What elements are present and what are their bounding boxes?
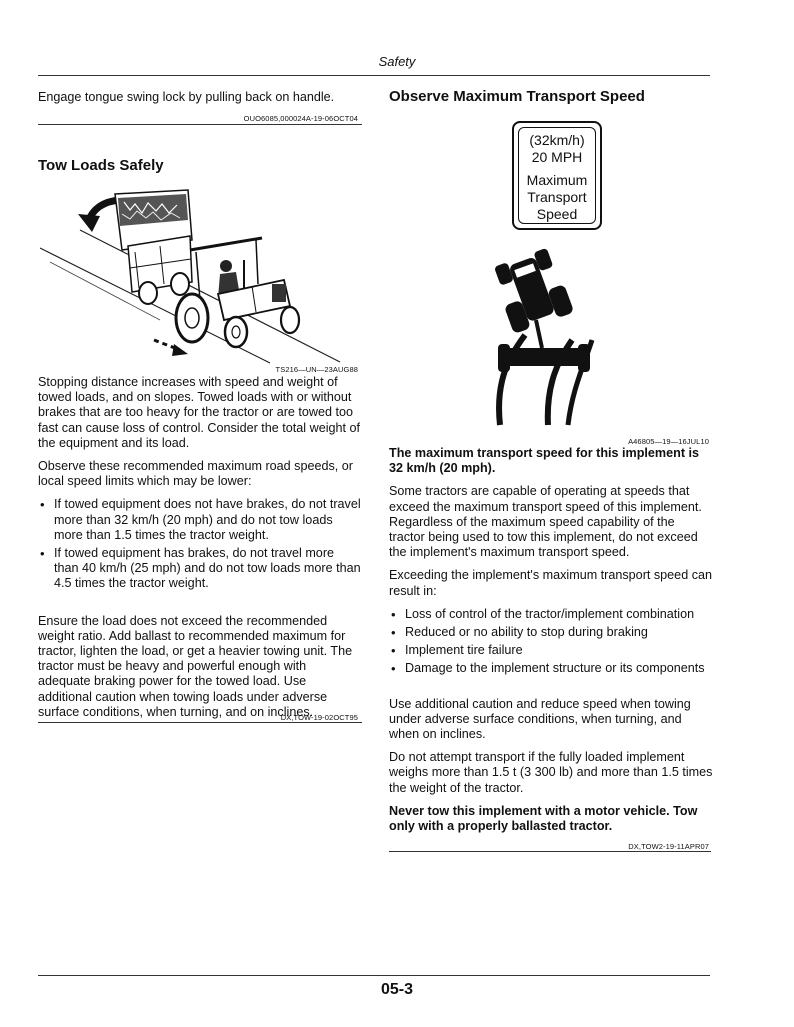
list-item: • If towed equipment has brakes, do not travel more than 40 km/h (25 mph) and do not tow loads more than 4.5 times the tractor weight.: [38, 546, 362, 592]
right-figure-ref: A46805—19—16JUL10: [628, 437, 709, 446]
footer-rule: [38, 975, 710, 976]
right-para-4: Do not attempt transport if the fully loaded implement weighs more than 1.5 t (3 300 lb) and more than 1.5 times the weight of the tractor.: [389, 750, 713, 795]
left-para-2: Observe these recommended maximum road speeds, or local speed limits which may be lower:: [38, 459, 353, 489]
speed-sign-line: (32km/h): [529, 132, 585, 148]
list-item: • Implement tire failure: [389, 643, 713, 658]
right-ref: DX,TOW2-19-11APR07: [628, 842, 709, 851]
left-heading: Tow Loads Safely: [38, 157, 164, 174]
left-ref-1: OUO6085,000024A-19-06OCT04: [243, 114, 358, 123]
left-para-1: Stopping distance increases with speed and weight of towed loads, and on slopes. Towed loads with or without brakes that are too heavy for the tractor or are towed too fast can cause loss of control. Consider the total weight of the equipment and its load.: [38, 375, 361, 450]
tractor-towing-illustration: [40, 180, 360, 365]
right-para-2: Exceeding the implement's maximum transport speed can result in:: [389, 568, 712, 598]
speed-sign-line: Maximum: [526, 172, 588, 188]
speed-sign-line: Speed: [536, 206, 578, 222]
right-heading: Observe Maximum Transport Speed: [389, 88, 645, 105]
speed-sign: [512, 121, 602, 230]
left-rule-1: [38, 124, 362, 125]
right-para-1: Some tractors are capable of operating at speeds that exceed the maximum transport speed of this implement. Regardless of the maximum speed capability of the tractor being used to tow this implement, do not exceed the implement's maximum transport speed.: [389, 484, 702, 560]
left-intro: [38, 90, 362, 105]
page-number: 05-3: [380, 981, 414, 998]
right-para-3: Use additional caution and reduce speed when towing under adverse surface conditions, when turning, and when on inclines.: [389, 696, 691, 742]
right-rule: [389, 851, 711, 852]
speed-sign-line: 20 MPH: [531, 149, 583, 165]
list-item: • Damage to the implement structure or its components: [389, 661, 713, 676]
left-body: [38, 375, 362, 728]
left-ref-2: DX,TOW-19-02OCT95: [280, 713, 358, 722]
left-para-3: Ensure the load does not exceed the recommended weight ratio. Add ballast to recommended maximum for tractor, lighten the load, or get a heavier towing unit. The tractor must be heavy and powerful enough with adequate braking power for the towed load. Use additional caution when towing loads under adverse surface conditions, when turning, and on inclines.: [38, 613, 353, 719]
left-figure-ref: TS216—UN—23AUG88: [275, 365, 358, 374]
list-item: • Loss of control of the tractor/implement combination: [389, 607, 713, 622]
speed-sign-line: Transport: [527, 189, 587, 205]
right-bold-warning: Never tow this implement with a motor vehicle. Tow only with a properly ballasted tractor.: [389, 803, 698, 834]
list-item: • If towed equipment does not have brakes, do not travel more than 32 km/h (20 mph) and do not tow loads more than 1.5 times the tractor weight.: [38, 497, 362, 543]
right-bullet-list: [389, 607, 713, 677]
page-header-title: Safety: [378, 54, 416, 69]
left-bullet-list: [38, 497, 362, 591]
right-body: [389, 446, 713, 842]
tractor-top-view-illustration: [480, 240, 600, 430]
right-bold-intro: The maximum transport speed for this implement is 32 km/h (20 mph).: [389, 446, 700, 476]
left-rule-2: [38, 722, 362, 723]
list-item: • Reduced or no ability to stop during braking: [389, 625, 713, 640]
left-intro-line: Engage tongue swing lock by pulling back on handle.: [38, 90, 335, 104]
header-rule: [38, 75, 710, 76]
